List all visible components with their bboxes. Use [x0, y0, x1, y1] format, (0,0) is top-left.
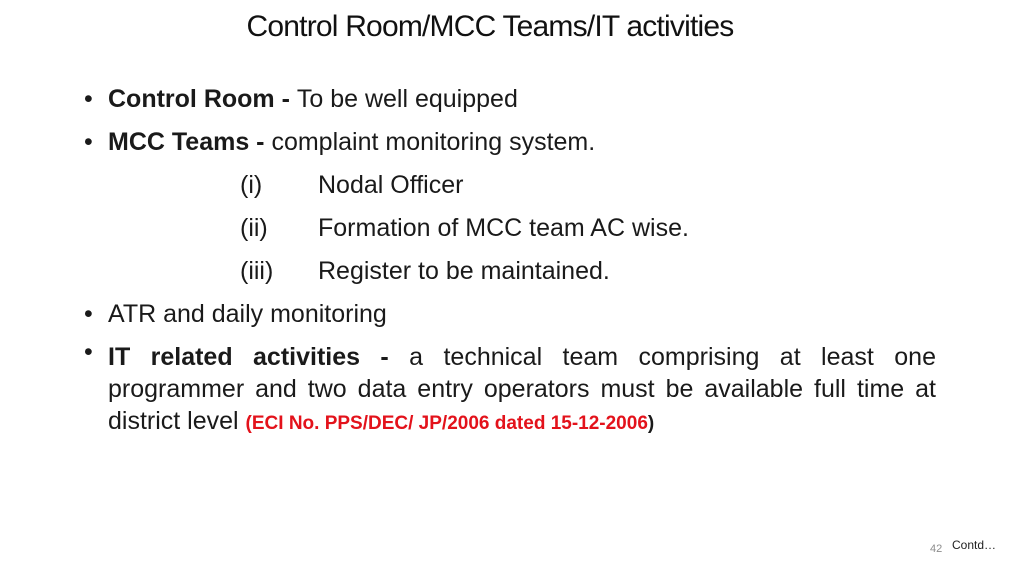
- bullet-it-activities: [84, 336, 936, 440]
- subitem-number: (ii): [240, 214, 268, 242]
- bullet-control-room: [84, 78, 936, 121]
- mcc-teams-text: complaint monitoring system.: [271, 128, 596, 156]
- bullet-atr: [84, 293, 936, 336]
- subitem-text: Nodal Officer: [318, 171, 464, 199]
- bullet-list: [84, 78, 936, 440]
- mcc-subitem: [84, 207, 936, 250]
- mcc-subitem: [84, 164, 936, 207]
- bullet-marker: •: [84, 85, 93, 113]
- page-number: 42: [930, 543, 943, 555]
- contd-note: Contd…: [952, 538, 997, 552]
- slide-title: Control Room/MCC Teams/IT activities: [246, 10, 734, 43]
- control-room-text: To be well equipped: [296, 85, 518, 113]
- it-activities-text: a technical team comprising at least one programmer and two data entry operators must be available full time at district level: [108, 343, 936, 435]
- mcc-teams-label: MCC Teams -: [108, 128, 272, 156]
- subitem-text: Formation of MCC team AC wise.: [318, 214, 689, 242]
- subitem-text: Register to be maintained.: [318, 257, 610, 285]
- it-activities-label: IT related activities -: [108, 343, 410, 371]
- bullet-marker: •: [84, 300, 93, 328]
- bullet-marker: •: [84, 338, 93, 366]
- bullet-marker: •: [84, 128, 93, 156]
- mcc-subitem: [84, 250, 936, 293]
- atr-text: ATR and daily monitoring: [108, 300, 387, 328]
- subitem-number: (i): [240, 171, 263, 199]
- control-room-label: Control Room -: [108, 85, 297, 113]
- eci-reference-close: ): [647, 413, 655, 434]
- bullet-mcc-teams: [84, 121, 936, 164]
- subitem-number: (iii): [240, 257, 274, 285]
- eci-reference: (ECI No. PPS/DEC/ JP/2006 dated 15-12-2006: [245, 413, 648, 434]
